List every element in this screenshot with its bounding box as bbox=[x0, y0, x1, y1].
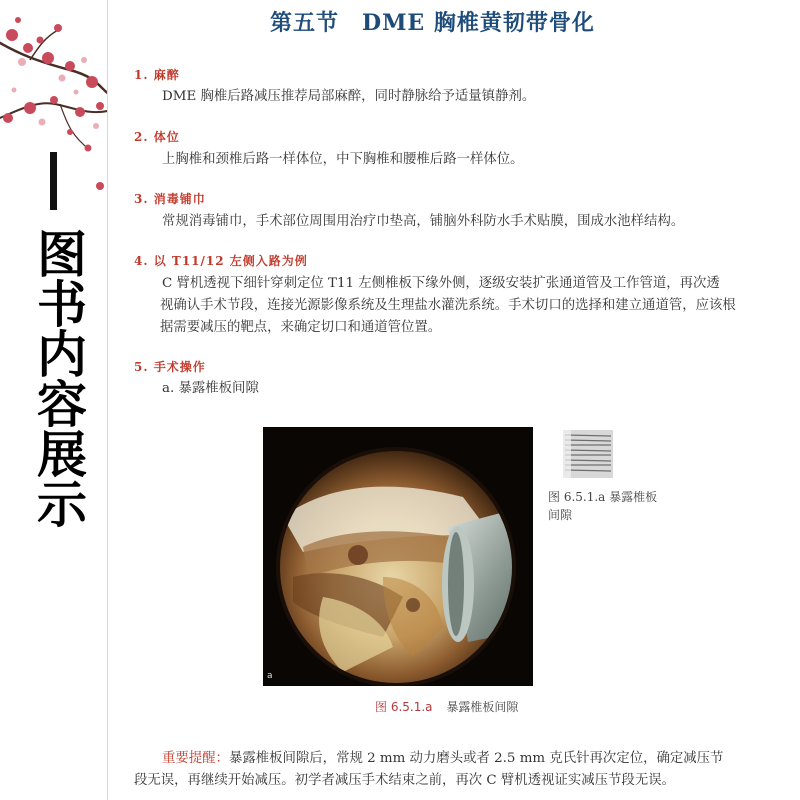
section-heading-anesthesia: 1. 麻醉 bbox=[134, 68, 180, 82]
section-text-position: 上胸椎和颈椎后路一样体位，中下胸椎和腰椎后路一样体位。 bbox=[162, 152, 524, 167]
sidebar bbox=[0, 0, 108, 800]
note-line-2: 段无误，再继续开始减压。初学者减压手术结束之前，再次 C 臂机透视证实减压节段无误。 bbox=[134, 773, 675, 788]
section-text-disinfection: 常规消毒铺巾，手术部位周围用治疗巾垫高，铺脑外科防水手术贴膜，围成水池样结构。 bbox=[162, 214, 685, 229]
section-text-operation: a. 暴露椎板间隙 bbox=[162, 381, 259, 396]
approach-line-3: 据需要减压的靶点，来确定切口和通道管位置。 bbox=[160, 320, 442, 335]
section-heading-disinfection: 3. 消毒铺巾 bbox=[134, 192, 206, 206]
vertical-accent-bar bbox=[50, 152, 57, 210]
section-text-approach bbox=[162, 273, 772, 339]
thumbnail-image bbox=[563, 430, 613, 478]
note-label: 重要提醒： bbox=[162, 751, 229, 766]
important-note bbox=[134, 748, 774, 792]
figure-caption bbox=[375, 698, 518, 715]
side-caption: 图 6.5.1.a 暴露椎板间隙 bbox=[548, 490, 658, 522]
page-title: 第五节 DME 胸椎黄韧带骨化 bbox=[270, 10, 595, 36]
photo-letter: a bbox=[267, 671, 273, 681]
endoscopic-photo bbox=[263, 427, 533, 686]
figure-number: 图 6.5.1.a bbox=[375, 700, 433, 714]
figure-caption-text: 暴露椎板间隙 bbox=[446, 700, 519, 714]
section-text-anesthesia: DME 胸椎后路减压推荐局部麻醉，同时静脉给予适量镇静剂。 bbox=[162, 89, 536, 104]
sidebar-title: 图书内容展示 bbox=[29, 228, 87, 528]
section-heading-position: 2. 体位 bbox=[134, 130, 180, 144]
approach-line-2: 视确认手术节段，连接光源影像系统及生理盐水灌洗系统。手术切口的选择和建立通道管，应该根 bbox=[160, 298, 736, 313]
section-heading-operation: 5. 手术操作 bbox=[134, 360, 206, 374]
column-divider bbox=[107, 0, 108, 800]
approach-line-1: C 臂机透视下细针穿刺定位 T11 左侧椎板下缘外侧，逐级安装扩张通道管及工作管道，再次透 bbox=[162, 276, 720, 291]
note-line-1: 暴露椎板间隙后，常规 2 mm 动力磨头或者 2.5 mm 克氏针再次定位，确定减压节 bbox=[228, 751, 724, 766]
section-heading-approach: 4. 以 T11/12 左侧入路为例 bbox=[134, 254, 308, 268]
